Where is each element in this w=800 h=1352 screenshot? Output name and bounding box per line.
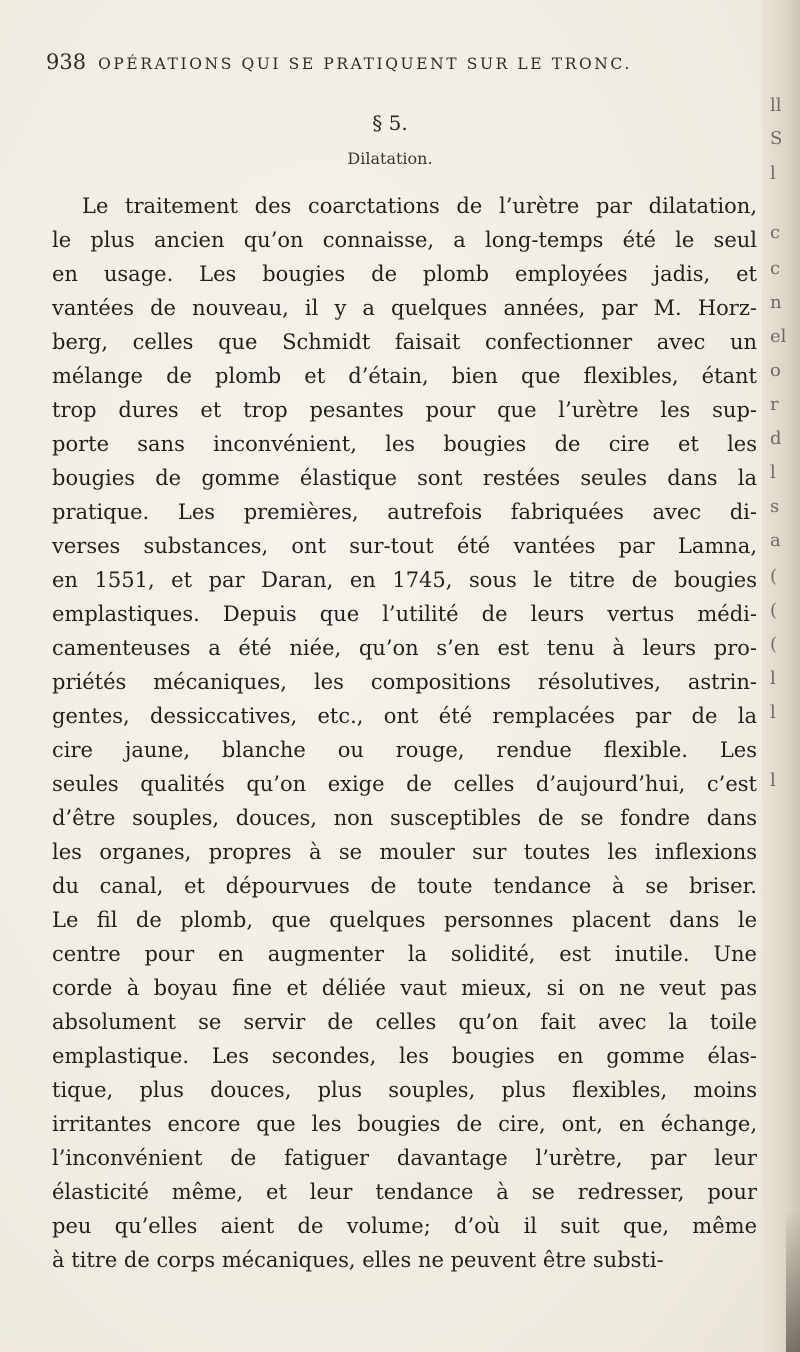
text-line: l’inconvénient de fatiguer davantage l’urètre, par leur (52, 1146, 757, 1170)
text-line: du canal, et dépourvues de toute tendance à se briser. (52, 874, 757, 898)
running-title: OPÉRATIONS QUI SE PRATIQUENT SUR LE TRONC. (98, 55, 632, 73)
text-line: trop dures et trop pesantes pour que l’urètre les sup- (52, 398, 757, 422)
edge-letter: o (770, 360, 781, 381)
text-line: cire jaune, blanche ou rouge, rendue flexible. Les (52, 738, 757, 762)
edge-letter: a (770, 530, 781, 551)
edge-letter: ( (770, 566, 778, 587)
text-line: tique, plus douces, plus souples, plus flexibles, moins (52, 1078, 757, 1102)
edge-letter: l (770, 702, 776, 723)
text-line: élasticité même, et leur tendance à se redresser, pour (52, 1180, 757, 1204)
edge-letter: s (770, 496, 780, 517)
edge-letter: l (770, 163, 776, 184)
text-line: Le traitement des coarctations de l’urètre par dilatation, (82, 194, 757, 218)
text-line: priétés mécaniques, les compositions résolutives, astrin- (52, 670, 757, 694)
edge-letter: ( (770, 600, 778, 621)
edge-letter: r (770, 394, 779, 415)
text-line: seules qualités qu’on exige de celles d’aujourd’hui, c’est (52, 772, 757, 796)
edge-letter: d (770, 428, 782, 449)
binding-shadow (786, 1210, 800, 1352)
text-line: berg, celles que Schmidt faisait confectionner avec un (52, 330, 757, 354)
text-line: le plus ancien qu’on connaisse, a long-temps été le seul (52, 228, 757, 252)
text-line: en usage. Les bougies de plomb employées jadis, et (52, 262, 757, 286)
section-number: § 5. (372, 111, 408, 135)
edge-letter: l (770, 770, 776, 791)
text-line: centre pour en augmenter la solidité, est inutile. Une (52, 942, 757, 966)
text-line: à titre de corps mécaniques, elles ne peuvent être substi- (52, 1248, 664, 1272)
text-line: emplastiques. Depuis que l’utilité de leurs vertus médi- (52, 602, 757, 626)
section-title: Dilatation. (347, 149, 433, 168)
text-line: emplastique. Les secondes, les bougies en gomme élas- (52, 1044, 757, 1068)
page-number: 938 (46, 50, 87, 74)
text-line: verses substances, ont sur-tout été vantées par Lamna, (52, 534, 757, 558)
text-line: irritantes encore que les bougies de cire, ont, en échange, (52, 1112, 757, 1136)
text-line: corde à boyau fine et déliée vaut mieux, si on ne veut pas (52, 976, 757, 1000)
running-header (46, 50, 746, 80)
text-line: les organes, propres à se mouler sur toutes les inflexions (52, 840, 757, 864)
edge-letter: c (770, 258, 781, 279)
edge-letter: S (770, 128, 783, 149)
edge-letter: el (770, 326, 787, 347)
text-line: porte sans inconvénient, les bougies de cire et les (52, 432, 757, 456)
edge-letter: l (770, 668, 776, 689)
edge-letter: n (770, 292, 782, 313)
text-line: en 1551, et par Daran, en 1745, sous le titre de bougies (52, 568, 757, 592)
text-line: pratique. Les premières, autrefois fabriquées avec di- (52, 500, 757, 524)
text-line: bougies de gomme élastique sont restées seules dans la (52, 466, 757, 490)
edge-letter: ( (770, 634, 778, 655)
edge-letter: c (770, 222, 781, 243)
text-line: vantées de nouveau, il y a quelques années, par M. Horz- (52, 296, 757, 320)
text-line: Le fil de plomb, que quelques personnes placent dans le (52, 908, 757, 932)
text-line: mélange de plomb et d’étain, bien que flexibles, étant (52, 364, 757, 388)
text-line: camenteuses a été niée, qu’on s’en est tenu à leurs pro- (52, 636, 757, 660)
text-line: gentes, dessiccatives, etc., ont été remplacées par de la (52, 704, 757, 728)
edge-letter: l (770, 462, 776, 483)
text-line: d’être souples, douces, non susceptibles de se fondre dans (52, 806, 757, 830)
text-line: peu qu’elles aient de volume; d’où il suit que, même (52, 1214, 757, 1238)
facing-page-edge (762, 0, 800, 1352)
text-line: absolument se servir de celles qu’on fait avec la toile (52, 1010, 757, 1034)
edge-letter: ll (770, 95, 782, 116)
